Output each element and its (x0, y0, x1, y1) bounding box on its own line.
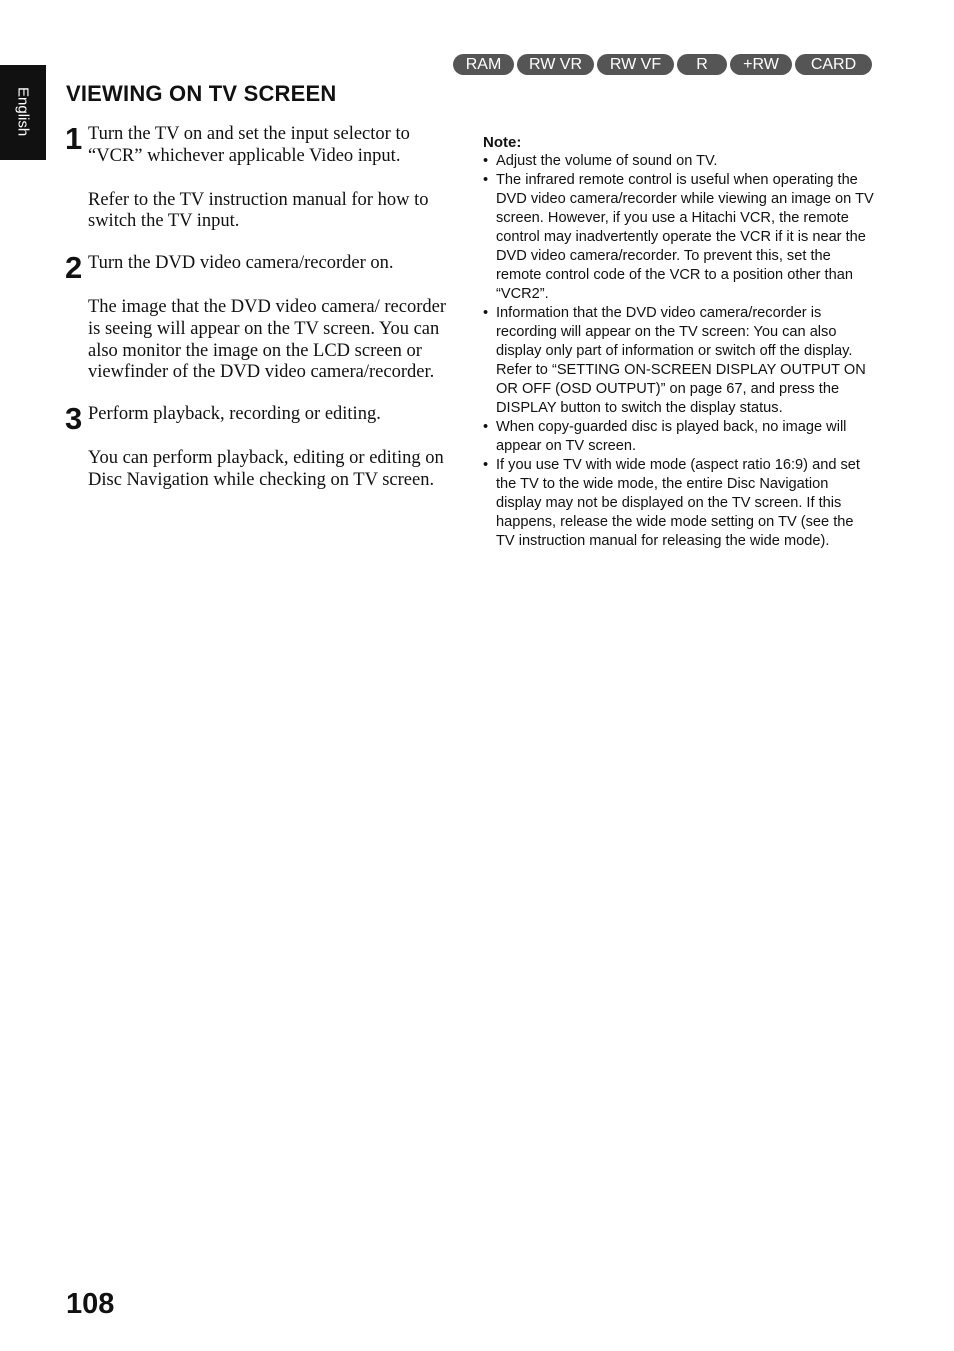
note-text: Adjust the volume of sound on TV. (496, 153, 718, 169)
note-item (483, 171, 875, 304)
note-item (483, 456, 875, 551)
step-instruction: Turn the DVD video camera/recorder on. (88, 253, 394, 274)
step (65, 121, 458, 233)
note-item (483, 418, 875, 456)
note-text: If you use TV with wide mode (aspect ratio 16:9) and set the TV to the wide mode, the entire Disc Navigation display may not be displayed on the TV screen. If this happens, release the wide mode setting on TV (see the TV instruction manual for releasing the wide mode). (496, 457, 860, 549)
step-number: 3 (65, 401, 83, 437)
step-instruction: Perform playback, recording or editing. (88, 404, 381, 425)
note-item (483, 152, 875, 171)
step-instruction: Turn the TV on and set the input selector to “VCR” whichever applicable Video input. (88, 124, 410, 166)
language-side-tab (0, 65, 46, 160)
note-text: When copy-guarded disc is played back, no image will appear on TV screen. (496, 419, 847, 454)
media-badge: RW VR (517, 54, 594, 75)
note-heading: Note: (483, 134, 522, 151)
page-number: 108 (66, 1288, 115, 1320)
media-badge: RW VF (597, 54, 674, 75)
language-label: English (14, 87, 32, 137)
media-badge: +RW (730, 54, 792, 75)
bullet-icon: • (483, 419, 489, 435)
step-detail: You can perform playback, editing or editing on Disc Navigation while checking on TV screen. (88, 447, 444, 490)
step-number: 1 (65, 121, 83, 156)
media-badges (453, 54, 872, 75)
note-list (483, 152, 875, 551)
step-number: 2 (65, 250, 83, 286)
bullet-icon: • (483, 172, 489, 188)
note-item (483, 304, 875, 418)
step-detail: The image that the DVD video camera/ recorder is seeing will appear on the TV screen. You can also monitor the image on the LCD screen or viewfinder of the DVD video camera/recorder. (88, 296, 447, 383)
note-text: The infrared remote control is useful when operating the DVD video camera/recorder while viewing an image on TV screen. However, if you use a Hitachi VCR, the remote control may inadvertently operate the VCR if it is near the DVD video camera/recorder. To prevent this, set the remote control code of the VCR to a position other than “VCR2”. (496, 172, 874, 302)
note-text: Information that the DVD video camera/recorder is recording will appear on the TV screen: You can also display only part of information or switch off the display. Refer to “SETTING ON-SCREEN DISPLAY OUTPUT ON OR OFF (OSD OUTPUT)” on page 67, and press the DISPLAY button to switch the display status. (496, 305, 866, 416)
steps-column (65, 121, 458, 512)
media-badge: CARD (795, 54, 872, 75)
step (65, 401, 458, 491)
section-title: VIEWING ON TV SCREEN (66, 81, 337, 106)
bullet-icon: • (483, 153, 489, 169)
bullet-icon: • (483, 305, 489, 321)
media-badge: RAM (453, 54, 514, 75)
bullet-icon: • (483, 457, 489, 473)
step (65, 250, 458, 384)
step-detail: Refer to the TV instruction manual for how to switch the TV input. (88, 189, 429, 232)
media-badge: R (677, 54, 727, 75)
note-section (483, 133, 875, 551)
